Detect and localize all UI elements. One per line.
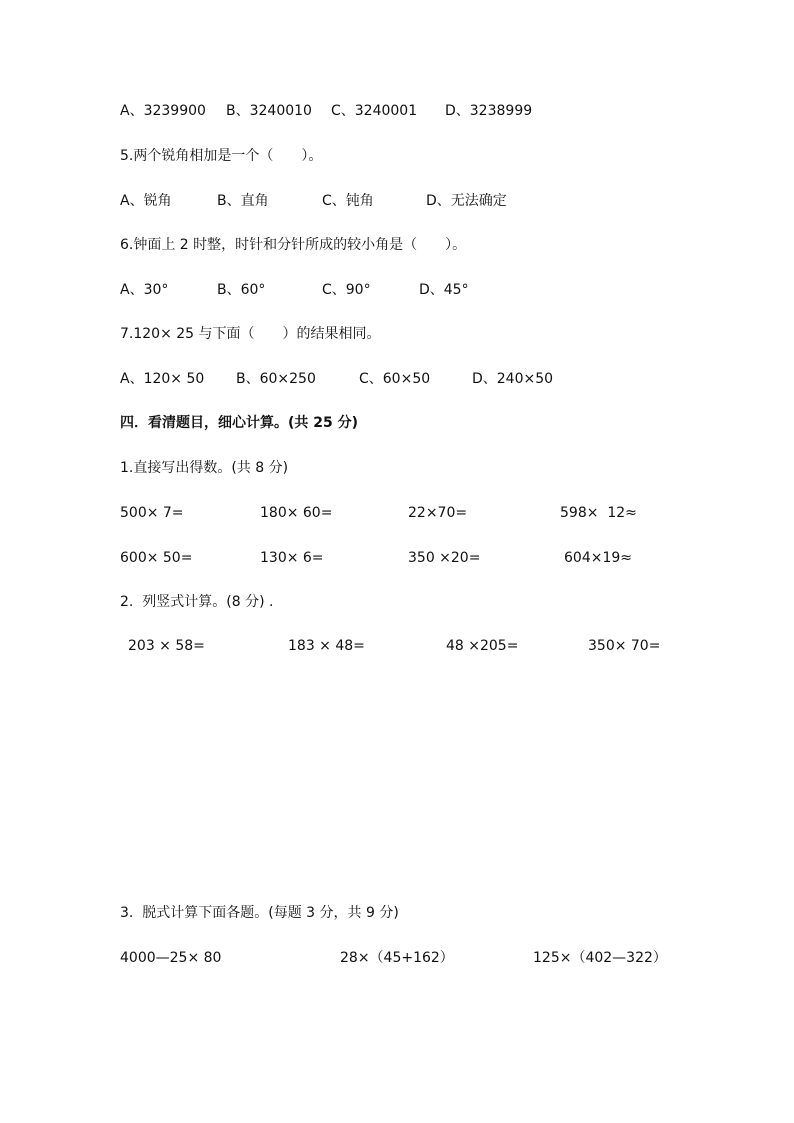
stepwise-calc-item: 28×（45+162） [340, 950, 454, 966]
section-heading: 四．看清题目，细心计算。(共 25 分) [120, 415, 359, 431]
q6-option-d: D、45° [419, 282, 469, 298]
q7-option-c: C、60×50 [359, 371, 431, 387]
q4-option-d: D、3238999 [445, 103, 533, 119]
q5-question: 5.两个锐角相加是一个（ ）。 [120, 148, 323, 164]
q5-option-b: B、直角 [217, 193, 269, 209]
stepwise-calc-item: 125×（402—322） [533, 950, 667, 966]
q5-option-d: D、无法确定 [426, 193, 507, 209]
vertical-calc-item: 350× 70= [588, 638, 661, 654]
calc-item: 600× 50= [120, 550, 193, 566]
calc-item: 604×19≈ [564, 550, 632, 566]
calc-item: 598× 12≈ [560, 505, 637, 521]
part2-title: 2. 列竖式计算。(8 分) . [120, 594, 274, 610]
vertical-calc-item: 183 × 48= [288, 638, 365, 654]
calc-item: 22×70= [408, 505, 468, 521]
calc-item: 500× 7= [120, 505, 184, 521]
q7-option-b: B、60×250 [236, 371, 316, 387]
q6-option-a: A、30° [120, 282, 169, 298]
q6-question: 6.钟面上 2 时整，时针和分针所成的较小角是（ ）。 [120, 237, 467, 253]
vertical-calc-item: 48 ×205= [446, 638, 519, 654]
stepwise-calc-item: 4000—25× 80 [120, 950, 222, 966]
q4-option-c: C、3240001 [331, 103, 418, 119]
q7-option-a: A、120× 50 [120, 371, 205, 387]
q6-option-b: B、60° [217, 282, 266, 298]
vertical-calc-item: 203 × 58= [128, 638, 205, 654]
part1-title: 1.直接写出得数。(共 8 分) [120, 460, 289, 476]
part3-title: 3. 脱式计算下面各题。(每题 3 分，共 9 分) [120, 905, 399, 921]
q4-option-a: A、3239900 [120, 103, 206, 119]
q6-option-c: C、90° [322, 282, 371, 298]
q5-option-a: A、锐角 [120, 193, 172, 209]
q4-option-b: B、3240010 [226, 103, 312, 119]
calc-item: 130× 6= [260, 550, 324, 566]
q5-option-c: C、钝角 [322, 193, 374, 209]
q7-question: 7.120× 25 与下面（ ）的结果相同。 [120, 326, 381, 342]
calc-item: 350 ×20= [408, 550, 481, 566]
calc-item: 180× 60= [260, 505, 333, 521]
q7-option-d: D、240×50 [472, 371, 554, 387]
